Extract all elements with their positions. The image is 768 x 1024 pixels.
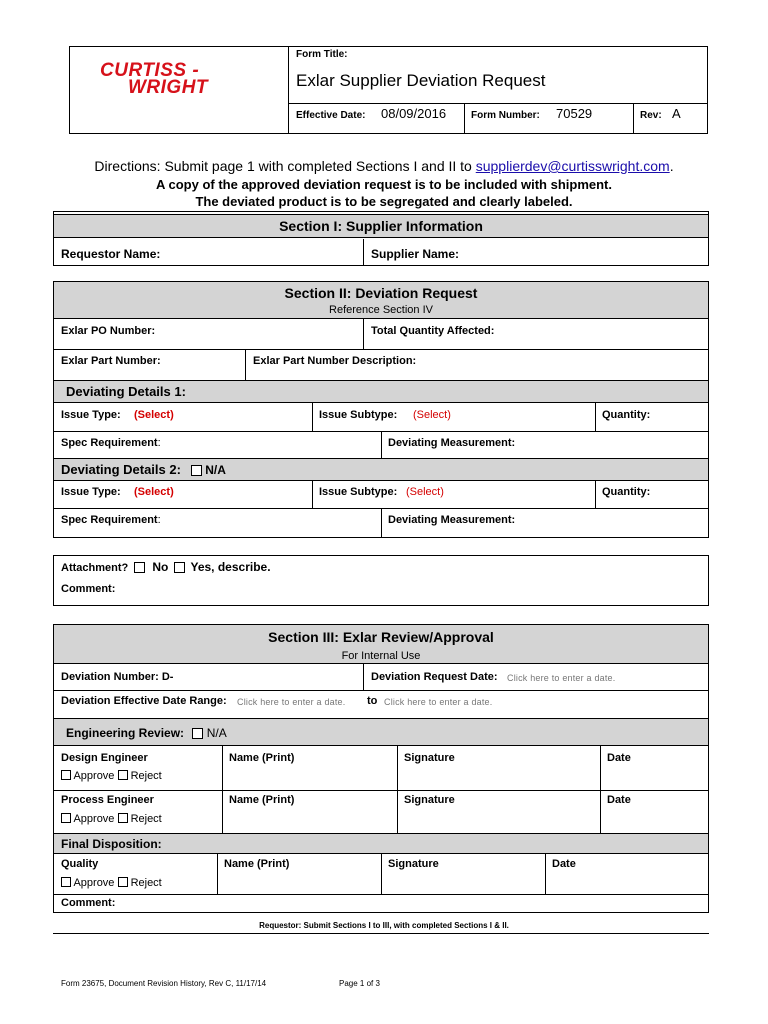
design-approve-label: Approve xyxy=(73,770,115,782)
process-approve-checkbox[interactable] xyxy=(61,813,71,823)
quality-approve-checkbox[interactable] xyxy=(61,877,71,887)
form-number-label: Form Number: xyxy=(471,110,540,121)
design-signature: Signature xyxy=(404,752,455,764)
section2-subtitle: Reference Section IV xyxy=(329,304,433,316)
effective-date-value: 08/09/2016 xyxy=(381,106,447,121)
issue-type-select-2[interactable]: (Select) xyxy=(134,486,174,498)
process-reject-checkbox[interactable] xyxy=(118,813,128,823)
effective-range-to: to xyxy=(367,695,378,707)
effective-range-label: Deviation Effective Date Range: xyxy=(61,695,227,707)
quantity-label-1: Quantity: xyxy=(602,409,651,421)
details2-na-label: N/A xyxy=(205,463,226,477)
deviating-measurement-1: Deviating Measurement: xyxy=(388,437,516,449)
supplier-name-label: Supplier Name: xyxy=(371,247,460,261)
design-approve-checkbox[interactable] xyxy=(61,770,71,780)
attachment-no-checkbox[interactable] xyxy=(134,562,145,573)
attachment-row xyxy=(61,560,271,574)
total-qty-label: Total Quantity Affected: xyxy=(371,325,495,337)
directions-line3: The deviated product is to be segregated and clearly labeled. xyxy=(195,194,573,209)
quality-name-print: Name (Print) xyxy=(224,858,290,870)
process-reject-label: Reject xyxy=(130,813,162,825)
section3-comment-label: Comment: xyxy=(61,897,116,909)
rev-label: Rev: xyxy=(640,110,662,121)
footer-page: Page 1 of 3 xyxy=(339,979,380,988)
process-date: Date xyxy=(607,794,631,806)
deviation-number-label: Deviation Number: D- xyxy=(61,671,174,683)
spec-colon-2: : xyxy=(157,514,161,526)
email-link[interactable]: supplierdev@curtisswright.com xyxy=(475,158,670,174)
spec-label-1: Spec Requirement xyxy=(61,437,158,449)
requestor-name-label: Requestor Name: xyxy=(61,247,161,261)
process-approve-reject xyxy=(61,813,162,825)
design-date: Date xyxy=(607,752,631,764)
design-approve-reject xyxy=(61,770,162,782)
final-disposition-title: Final Disposition: xyxy=(61,837,162,851)
engineering-na-label: N/A xyxy=(206,726,227,740)
engineering-review-title: Engineering Review: xyxy=(66,726,185,740)
rev-value: A xyxy=(672,106,681,121)
footer-instruction: Requestor: Submit Sections I to III, with completed Sections I & II. xyxy=(259,921,509,930)
details2-title xyxy=(61,462,226,477)
issue-subtype-select-1[interactable]: (Select) xyxy=(413,409,451,421)
directions-line2: A copy of the approved deviation request is to be included with shipment. xyxy=(155,177,612,192)
section1-title: Section I: Supplier Information xyxy=(279,218,483,234)
quality-date: Date xyxy=(552,858,576,870)
spec-label-2: Spec Requirement xyxy=(61,514,158,526)
directions-line1 xyxy=(0,158,768,174)
deviation-request-date-label: Deviation Request Date: xyxy=(371,671,498,683)
design-reject-label: Reject xyxy=(130,770,162,782)
attachment-label: Attachment? xyxy=(61,562,129,574)
quality-reject-checkbox[interactable] xyxy=(118,877,128,887)
company-logo xyxy=(100,62,250,96)
section2-title: Section II: Deviation Request xyxy=(284,285,478,301)
attachment-no-label: No xyxy=(152,560,169,574)
logo-line1: CURTISS - xyxy=(100,60,200,81)
effective-range-start-input[interactable]: Click here to enter a date. xyxy=(237,697,346,707)
issue-type-label-2: Issue Type: xyxy=(61,486,121,498)
logo-line2: WRIGHT xyxy=(128,77,209,98)
issue-type-select-1[interactable]: (Select) xyxy=(134,409,174,421)
quantity-label-2: Quantity: xyxy=(602,486,651,498)
spec-requirement-1 xyxy=(61,437,161,449)
section3-subtitle: For Internal Use xyxy=(341,650,421,662)
design-reject-checkbox[interactable] xyxy=(118,770,128,780)
effective-date-label: Effective Date: xyxy=(296,110,366,121)
part-number-label: Exlar Part Number: xyxy=(61,355,161,367)
design-engineer-label: Design Engineer xyxy=(61,752,148,764)
engineering-na-checkbox[interactable] xyxy=(192,728,203,739)
issue-type-label-1: Issue Type: xyxy=(61,409,121,421)
details2-title-text: Deviating Details 2: xyxy=(61,462,181,477)
quality-label: Quality xyxy=(61,858,99,870)
deviation-request-date-input[interactable]: Click here to enter a date. xyxy=(507,673,616,683)
quality-signature: Signature xyxy=(388,858,439,870)
quality-reject-label: Reject xyxy=(130,877,162,889)
effective-range-end-input[interactable]: Click here to enter a date. xyxy=(384,697,493,707)
quality-approve-reject xyxy=(61,877,162,889)
form-title-label: Form Title: xyxy=(296,49,348,60)
form-number-value: 70529 xyxy=(556,106,593,121)
spec-colon-1: : xyxy=(157,437,161,449)
section3-title: Section III: Exlar Review/Approval xyxy=(268,629,494,645)
attachment-yes-label: Yes, describe. xyxy=(190,560,271,574)
process-name-print: Name (Print) xyxy=(229,794,295,806)
directions-text: Directions: Submit page 1 with completed Sections I and II to xyxy=(94,158,476,174)
process-engineer-label: Process Engineer xyxy=(61,794,154,806)
spec-requirement-2 xyxy=(61,514,161,526)
design-name-print: Name (Print) xyxy=(229,752,295,764)
issue-subtype-select-2[interactable]: (Select) xyxy=(406,486,444,498)
quality-approve-label: Approve xyxy=(73,877,115,889)
engineering-review-row xyxy=(66,726,227,740)
attachment-comment-label: Comment: xyxy=(61,583,116,595)
attachment-yes-checkbox[interactable] xyxy=(174,562,185,573)
issue-subtype-label-1: Issue Subtype: xyxy=(319,409,398,421)
form-title: Exlar Supplier Deviation Request xyxy=(296,71,546,90)
footer-form-info: Form 23675, Document Revision History, Rev C, 11/17/14 xyxy=(61,979,267,988)
details1-title: Deviating Details 1: xyxy=(66,384,186,399)
part-desc-label: Exlar Part Number Description: xyxy=(253,355,417,367)
process-signature: Signature xyxy=(404,794,455,806)
process-approve-label: Approve xyxy=(73,813,115,825)
directions-suffix: . xyxy=(669,158,674,174)
details2-na-checkbox[interactable] xyxy=(191,465,202,476)
issue-subtype-label-2: Issue Subtype: xyxy=(319,486,398,498)
po-number-label: Exlar PO Number: xyxy=(61,325,156,337)
deviating-measurement-2: Deviating Measurement: xyxy=(388,514,516,526)
